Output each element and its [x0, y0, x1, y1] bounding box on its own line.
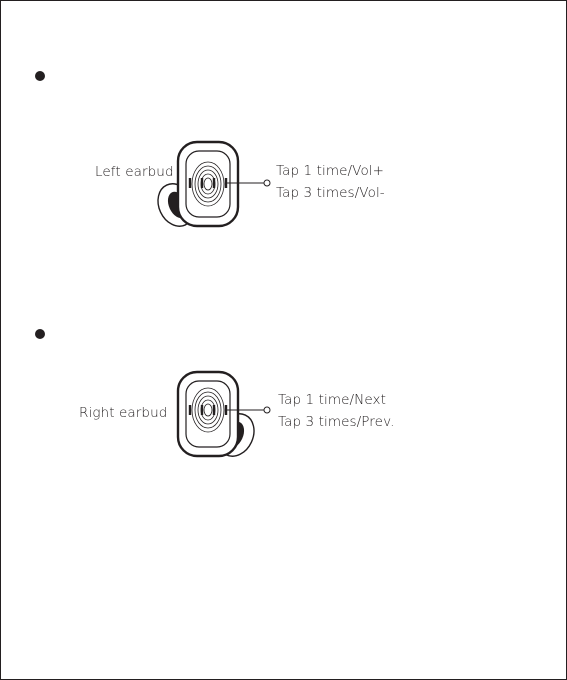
left-action-tap-1: Tap 1 time/Vol+ — [276, 163, 385, 179]
left-earbud-illustration — [150, 137, 280, 237]
left-action-tap-3: Tap 3 times/Vol- — [276, 185, 385, 201]
bullet-icon — [35, 71, 45, 81]
earbud-icon — [150, 367, 280, 467]
right-action-tap-1: Tap 1 time/Next — [278, 392, 387, 408]
right-action-tap-3: Tap 3 times/Prev. — [278, 414, 395, 430]
right-earbud-label: Right earbud — [79, 405, 168, 421]
left-earbud-label: Left earbud — [95, 164, 174, 180]
right-earbud-illustration — [150, 367, 280, 467]
bullet-icon — [35, 329, 45, 339]
earbud-icon — [150, 137, 280, 237]
